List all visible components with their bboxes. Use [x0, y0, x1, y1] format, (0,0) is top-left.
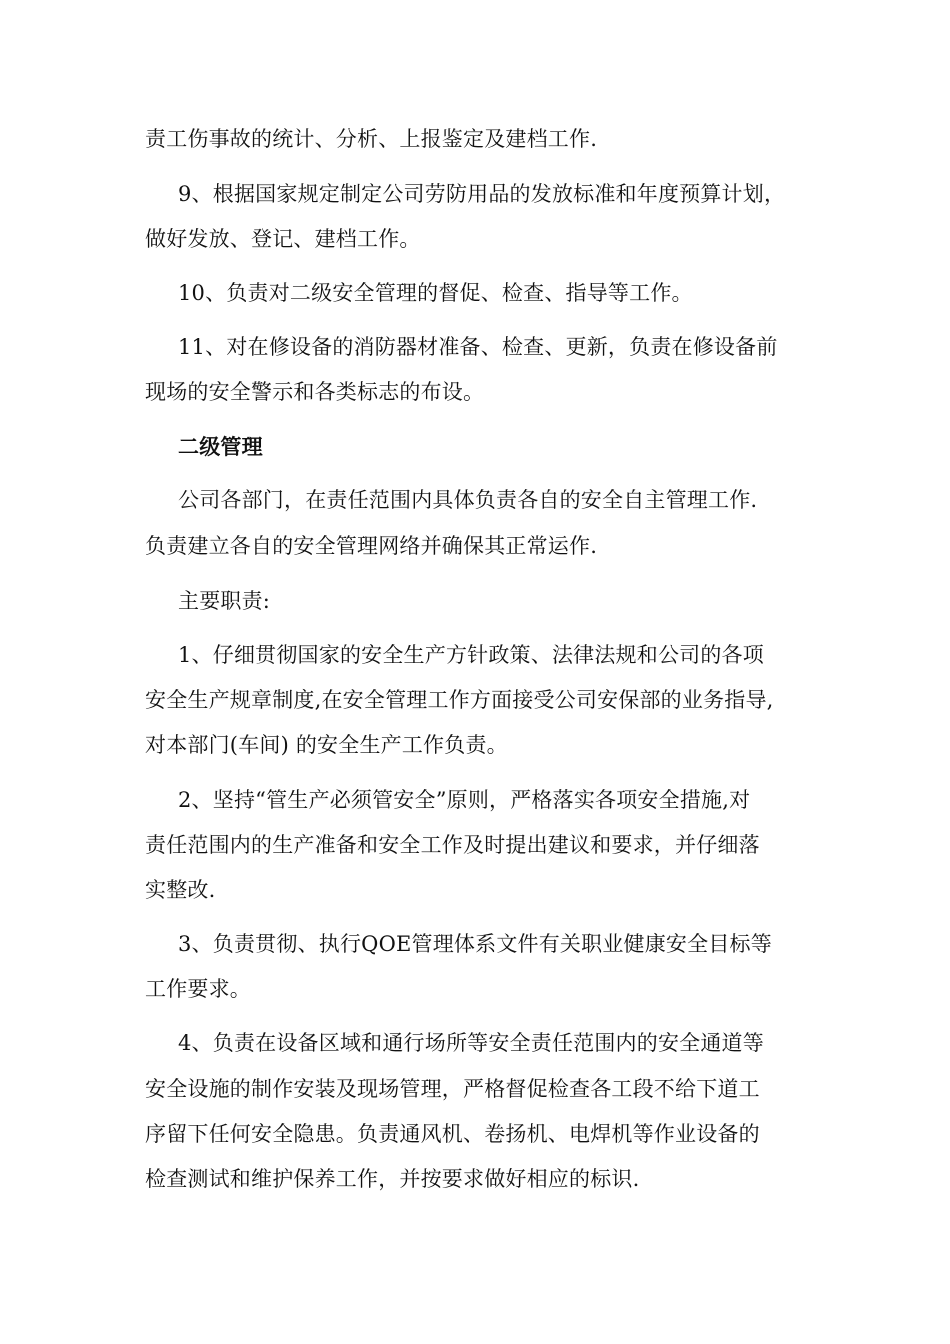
- body-text-line: 做好发放、登记、建档工作。: [145, 227, 421, 251]
- body-text-line: 责任范围内的生产准备和安全工作及时提出建议和要求，并仔细落: [145, 833, 760, 857]
- body-text-line: 10、负责对二级安全管理的督促、检查、指导等工作。: [178, 281, 693, 305]
- body-text-line: 实整改.: [145, 878, 216, 902]
- section-heading: 二级管理: [178, 435, 263, 459]
- body-text-line: 检查测试和维护保养工作，并按要求做好相应的标识.: [145, 1167, 640, 1191]
- body-text-line: 2、坚持“管生产必须管安全”原则，严格落实各项安全措施,对: [178, 788, 751, 812]
- body-text-line: 4、负责在设备区域和通行场所等安全责任范围内的安全通道等: [178, 1031, 764, 1055]
- body-text-line: 负责建立各自的安全管理网络并确保其正常运作.: [145, 534, 598, 558]
- body-text-line: 11、对在修设备的消防器材准备、检查、更新，负责在修设备前: [178, 335, 778, 359]
- body-text-line: 工作要求。: [145, 977, 251, 1001]
- body-text-line: 现场的安全警示和各类标志的布设。: [145, 380, 485, 404]
- body-text-line: 主要职责:: [178, 589, 271, 613]
- body-text-line: 1、仔细贯彻国家的安全生产方针政策、法律法规和公司的各项: [178, 643, 764, 667]
- body-text-line: 序留下任何安全隐患。负责通风机、卷扬机、电焊机等作业设备的: [145, 1122, 760, 1146]
- body-text-line: 安全生产规章制度,在安全管理工作方面接受公司安保部的业务指导,: [145, 688, 774, 712]
- body-text-line: 9、根据国家规定制定公司劳防用品的发放标准和年度预算计划，: [178, 182, 786, 206]
- body-text-line: 3、负责贯彻、执行QOE管理体系文件有关职业健康安全目标等: [178, 932, 772, 956]
- body-text-line: 公司各部门，在责任范围内具体负责各自的安全自主管理工作.: [178, 488, 758, 512]
- body-text-line: 责工伤事故的统计、分析、上报鉴定及建档工作.: [145, 127, 598, 151]
- body-text-line: 对本部门(车间) 的安全生产工作负责。: [145, 733, 508, 757]
- body-text-line: 安全设施的制作安装及现场管理，严格督促检查各工段不给下道工: [145, 1077, 760, 1101]
